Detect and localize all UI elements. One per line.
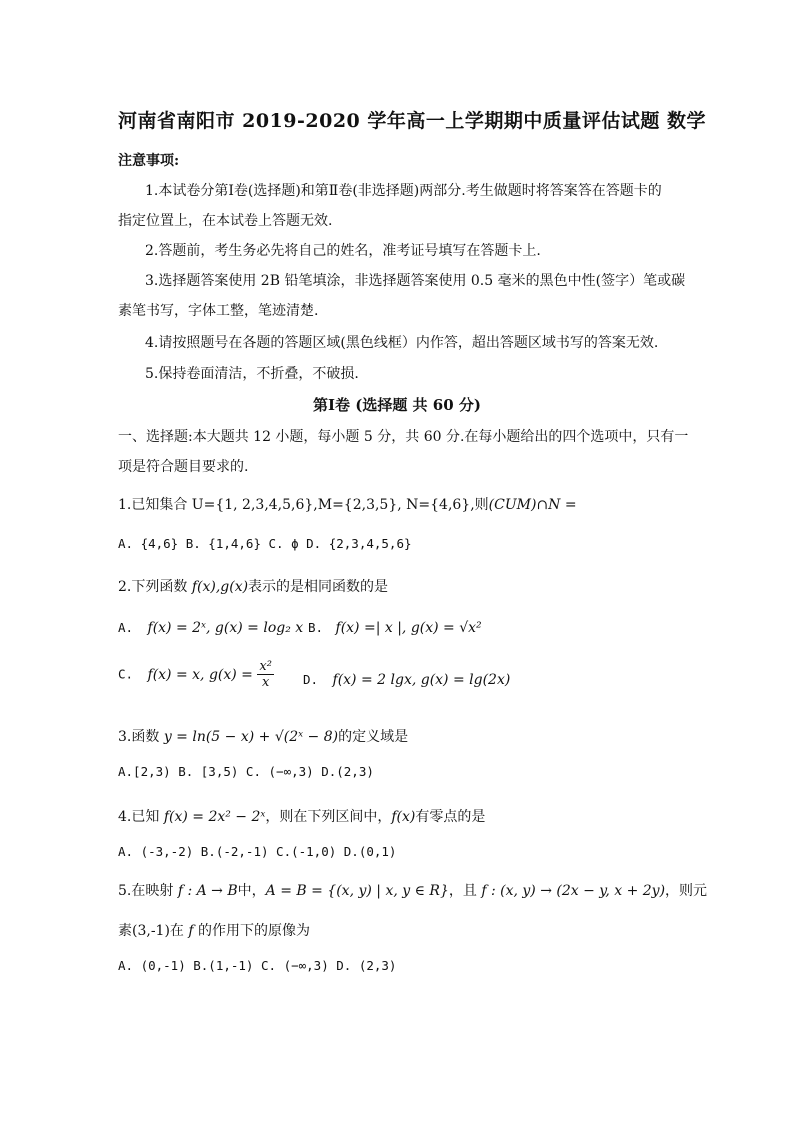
option-b-label: B.	[308, 620, 324, 635]
question-3	[118, 726, 408, 746]
question-5-stem-a: 5.在映射	[118, 883, 178, 899]
question-5-stem-d: ，则元	[665, 883, 708, 899]
question-2-option-c	[118, 660, 274, 689]
question-3-options: A.[2,3) B. [3,5) C. (−∞,3) D.(2,3)	[118, 764, 374, 779]
notice-line-4: 3.选择题答案使用 2B 铅笔填涂，非选择题答案使用 0.5 毫米的黑色中性(签字）笔或碳	[145, 273, 686, 289]
notice-line-3: 2.答题前，考生务必先将自己的姓名，准考证号填写在答题卡上.	[145, 243, 541, 259]
option-a-label: A.	[118, 620, 134, 635]
question-4-stem-a: 4.已知	[118, 809, 164, 825]
notice-line-6: 4.请按照题号在各题的答题区域(黑色线框）内作答，超出答题区域书写的答案无效.	[145, 335, 659, 351]
section-title: 第Ⅰ卷 (选择题 共 60 分)	[313, 396, 481, 414]
question-5-line2-b: 的作用下的原像为	[193, 923, 311, 939]
question-2-stem-b: 表示的是相同函数的是	[248, 579, 389, 595]
question-2-option-b	[308, 620, 482, 636]
instructions-line-1: 一、选择题:本大题共 12 小题，每小题 5 分，共 60 分.在每小题给出的四个选项中，只有一	[118, 429, 689, 445]
fraction-denominator: x	[261, 675, 270, 690]
question-4-stem-math2: f(x)	[391, 809, 416, 825]
question-2-option-a	[118, 620, 303, 636]
option-c-label: C.	[118, 666, 134, 682]
question-4-stem-math: f(x) = 2x² − 2ˣ	[163, 809, 266, 825]
fraction-numerator: x²	[259, 659, 272, 674]
question-5-stem-c: ，且	[448, 883, 482, 899]
option-c-fraction	[257, 660, 274, 689]
question-3-stem-a: 3.函数	[118, 729, 164, 745]
option-d-expr: f(x) = 2 lgx, g(x) = lg(2x)	[332, 672, 511, 688]
question-2-option-d	[303, 672, 510, 688]
question-5-line-2	[118, 920, 310, 940]
question-1-stem: 1.已知集合 U={1, 2,3,4,5,6},M={2,3,5}, N={4,6},则	[118, 497, 489, 513]
question-3-stem-math: y = ln(5 − x) + √(2ˣ − 8)	[163, 729, 339, 745]
question-5-options: A. (0,-1) B.(1,-1) C. (−∞,3) D. (2,3)	[118, 958, 397, 973]
question-5-line2-math: f	[188, 923, 194, 939]
question-5-stem-b: 中，	[237, 883, 266, 899]
question-5	[118, 880, 707, 900]
question-5-stem-math: f : A → B	[177, 883, 238, 899]
page-title: 河南省南阳市 2019-2020 学年高一上学期期中质量评估试题 数学	[118, 110, 706, 132]
question-1-options: A. {4,6} B. {1,4,6} C. ϕ D. {2,3,4,5,6}	[118, 536, 412, 551]
question-3-stem-b: 的定义域是	[338, 729, 409, 745]
question-4-options: A. (-3,-2) B.(-2,-1) C.(-1,0) D.(0,1)	[118, 844, 397, 859]
question-2-stem-math: f(x),g(x)	[191, 579, 249, 595]
notice-heading: 注意事项:	[118, 153, 180, 169]
notice-line-7: 5.保持卷面清洁，不折叠，不破损.	[145, 366, 359, 382]
notice-line-5: 素笔书写，字体工整，笔迹清楚.	[118, 303, 319, 319]
notice-line-2: 指定位置上，在本试卷上答题无效.	[118, 213, 333, 229]
question-5-line2-a: 素(3,-1)在	[118, 923, 189, 939]
option-d-label: D.	[303, 672, 319, 687]
option-a-expr: f(x) = 2ˣ, g(x) = log₂ x	[147, 620, 304, 636]
question-4-stem-b: ，则在下列区间中，	[265, 809, 392, 825]
option-b-expr: f(x) =| x |, g(x) = √x²	[335, 620, 482, 636]
notice-line-1: 1.本试卷分第Ⅰ卷(选择题)和第Ⅱ卷(非选择题)两部分.考生做题时将答案答在答题卡的	[145, 183, 662, 199]
question-5-stem-math3: f : (x, y) → (2x − y, x + 2y)	[481, 883, 666, 899]
question-1-expr: (CUM)∩N =	[488, 497, 577, 513]
question-2-stem-a: 2.下列函数	[118, 579, 192, 595]
question-1	[118, 494, 577, 514]
instructions-line-2: 项是符合题目要求的.	[118, 459, 249, 475]
question-4-stem-c: 有零点的是	[415, 809, 486, 825]
question-2	[118, 576, 388, 596]
question-4	[118, 806, 485, 826]
question-5-stem-math2: A = B = {(x, y) | x, y ∈ R}	[265, 883, 449, 899]
option-c-expr: f(x) = x, g(x) =	[147, 666, 253, 683]
